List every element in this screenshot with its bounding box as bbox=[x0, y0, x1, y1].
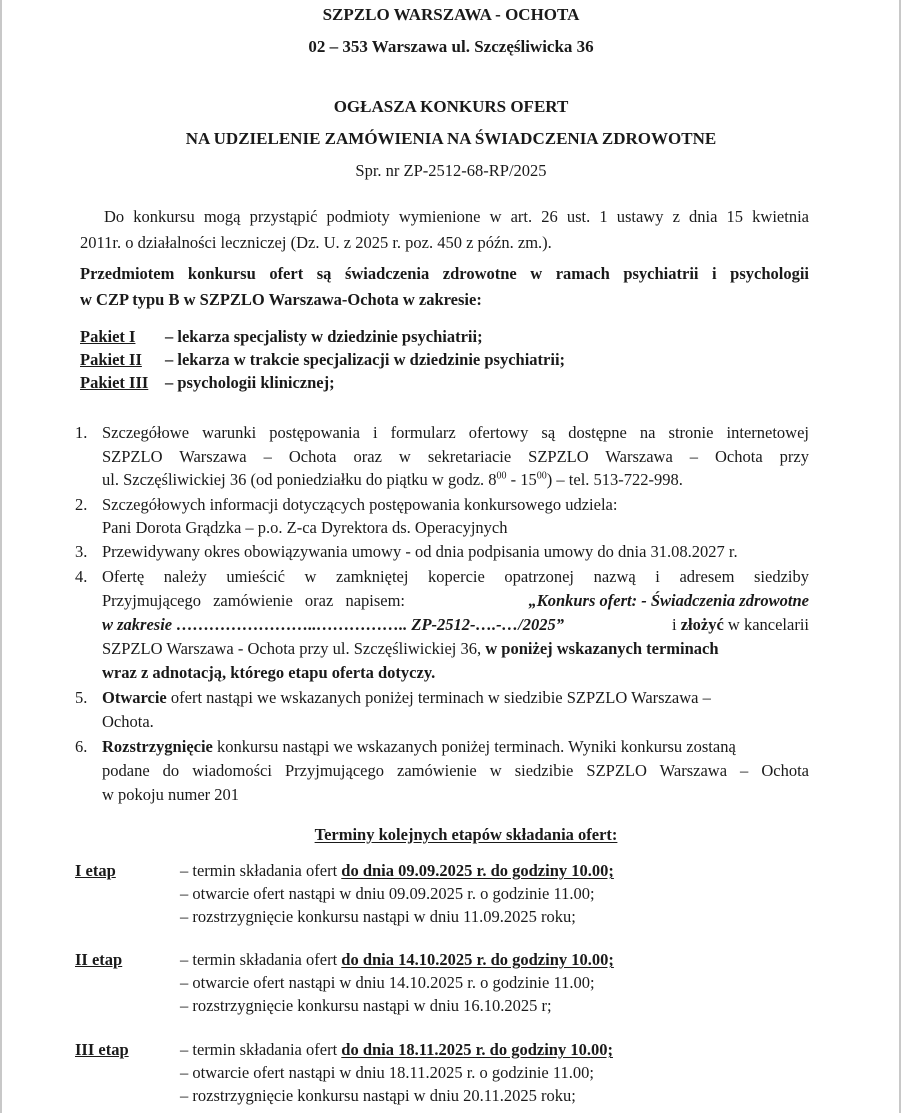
package-description: – psychologii klinicznej; bbox=[165, 373, 335, 392]
reference-number: Spr. nr ZP-2512-68-RP/2025 bbox=[355, 161, 547, 180]
stage-resolution: – rozstrzygnięcie konkursu nastąpi w dniu 20.11.2025 roku; bbox=[180, 1086, 576, 1105]
announcement-title: OGŁASZA KONKURS OFERT bbox=[333, 97, 569, 116]
deadline-prefix: – termin składania ofert bbox=[180, 861, 342, 880]
item-5-bold-text: Otwarcie bbox=[102, 688, 167, 707]
item-6-line-1 bbox=[102, 737, 736, 757]
envelope-label-text: w zakresie ……………………..…………….. ZP-2512-….-…/2025” bbox=[102, 615, 564, 634]
stage-label: III etap bbox=[75, 1040, 129, 1059]
stage-opening: – otwarcie ofert nastąpi w dniu 18.11.2025 r. o godzinie 11.00; bbox=[180, 1063, 594, 1082]
item-4-text: w kancelarii bbox=[723, 615, 809, 634]
item-6-line-2: podane do wiadomości Przyjmującego zamówienie w siedzibie SZPZLO Warszawa – Ochota bbox=[102, 761, 809, 780]
item-4-line-2 bbox=[102, 591, 809, 611]
item-2-line-2: Pani Dorota Grądzka – p.o. Z-ca Dyrektora ds. Operacyjnych bbox=[102, 518, 508, 537]
item-5-line-1 bbox=[102, 688, 809, 708]
stage-resolution: – rozstrzygnięcie konkursu nastąpi w dniu 16.10.2025 r; bbox=[180, 996, 552, 1015]
package-description: – lekarza w trakcie specjalizacji w dziedzinie psychiatrii; bbox=[165, 350, 566, 369]
item-4-bold-text: w poniżej wskazanych terminach bbox=[485, 639, 719, 658]
subject-line-1: Przedmiotem konkursu ofert są świadczenia zdrowotne w ramach psychiatrii i psychologii bbox=[80, 264, 809, 283]
package-description: – lekarza specjalisty w dziedzinie psychiatrii; bbox=[165, 327, 483, 346]
item-4-line-4 bbox=[102, 639, 719, 659]
subject-line-2: w CZP typu B w SZPZLO Warszawa-Ochota w zakresie: bbox=[80, 290, 482, 309]
deadline-prefix: – termin składania ofert bbox=[180, 950, 342, 969]
organization-address: 02 – 353 Warszawa ul. Szczęśliwicka 36 bbox=[308, 37, 594, 56]
stage-deadline bbox=[180, 1040, 613, 1060]
announcement-subtitle: NA UDZIELENIE ZAMÓWIENIA NA ŚWIADCZENIA ZDROWOTNE bbox=[185, 129, 717, 148]
stage-deadline bbox=[180, 950, 614, 970]
list-number: 4. bbox=[75, 567, 88, 586]
item-6-line-3: w pokoju numer 201 bbox=[102, 785, 240, 804]
hours-text: - 15 bbox=[506, 470, 537, 489]
stage-opening: – otwarcie ofert nastąpi w dniu 09.09.2025 r. o godzinie 11.00; bbox=[180, 884, 595, 903]
intro-line-1: Do konkursu mogą przystąpić podmioty wymienione w art. 26 ust. 1 ustawy z dnia 15 kwietnia bbox=[104, 207, 809, 226]
item-1-line-1: Szczegółowe warunki postępowania i formularz ofertowy są dostępne na stronie internetowej bbox=[102, 423, 809, 442]
list-number: 5. bbox=[75, 688, 88, 707]
superscript: 00 bbox=[496, 470, 507, 482]
schedule-title: Terminy kolejnych etapów składania ofert: bbox=[314, 825, 618, 844]
item-6-text: konkursu nastąpi we wskazanych poniżej terminach. Wyniki konkursu zostaną bbox=[212, 737, 736, 756]
deadline-date: do dnia 18.11.2025 r. do godziny 10.00; bbox=[341, 1040, 613, 1059]
item-4-text: Przyjmującego zamówienie oraz napisem: bbox=[102, 591, 406, 610]
phone-text: ) – tel. 513-722-998. bbox=[546, 470, 683, 489]
deadline-prefix: – termin składania ofert bbox=[180, 1040, 342, 1059]
item-6-bold-text: Rozstrzygnięcie bbox=[102, 737, 213, 756]
stage-opening: – otwarcie ofert nastąpi w dniu 14.10.2025 r. o godzinie 11.00; bbox=[180, 973, 595, 992]
item-4-bold-text: złożyć bbox=[680, 615, 724, 634]
item-1-line-2: SZPZLO Warszawa – Ochota oraz w sekretariacie SZPZLO Warszawa – Ochota przy bbox=[102, 447, 809, 466]
hours-text: ul. Szczęśliwickiej 36 (od poniedziałku do piątku w godz. 8 bbox=[102, 470, 497, 489]
item-1-line-3 bbox=[102, 470, 683, 490]
list-number: 6. bbox=[75, 737, 88, 756]
stage-label: II etap bbox=[75, 950, 123, 969]
item-4-line-1: Ofertę należy umieścić w zamkniętej kopercie opatrzonej nazwą i adresem siedziby bbox=[102, 567, 809, 586]
item-4-line-5: wraz z adnotacją, którego etapu oferta dotyczy. bbox=[102, 663, 436, 682]
item-5-text: ofert nastąpi we wskazanych poniżej terminach w siedzibie SZPZLO Warszawa – bbox=[166, 688, 711, 707]
package-label: Pakiet III bbox=[80, 373, 149, 392]
list-number: 3. bbox=[75, 542, 88, 561]
item-2-line-1: Szczegółowych informacji dotyczących postępowania konkursowego udziela: bbox=[102, 495, 618, 514]
list-number: 1. bbox=[75, 423, 88, 442]
stage-deadline bbox=[180, 861, 614, 881]
superscript: 00 bbox=[536, 470, 547, 482]
package-label: Pakiet II bbox=[80, 350, 142, 369]
intro-line-2: 2011r. o działalności leczniczej (Dz. U. z 2025 r. poz. 450 z późn. zm.). bbox=[80, 233, 552, 252]
item-3-line-1: Przewidywany okres obowiązywania umowy - od dnia podpisania umowy do dnia 31.08.2027 r. bbox=[102, 542, 738, 561]
list-number: 2. bbox=[75, 495, 88, 514]
organization-name: SZPZLO WARSZAWA - OCHOTA bbox=[322, 5, 580, 24]
deadline-date: do dnia 14.10.2025 r. do godziny 10.00; bbox=[341, 950, 614, 969]
item-5-line-2: Ochota. bbox=[102, 712, 154, 731]
package-label: Pakiet I bbox=[80, 327, 136, 346]
item-4-text: i bbox=[672, 615, 681, 634]
deadline-date: do dnia 09.09.2025 r. do godziny 10.00; bbox=[341, 861, 614, 880]
item-4-text: SZPZLO Warszawa - Ochota przy ul. Szczęśliwickiej 36, bbox=[102, 639, 486, 658]
item-4-line-3 bbox=[102, 615, 809, 635]
stage-label: I etap bbox=[75, 861, 116, 880]
stage-resolution: – rozstrzygnięcie konkursu nastąpi w dniu 11.09.2025 roku; bbox=[180, 907, 576, 926]
envelope-label-text: „Konkurs ofert: - Świadczenia zdrowotne bbox=[528, 591, 809, 610]
